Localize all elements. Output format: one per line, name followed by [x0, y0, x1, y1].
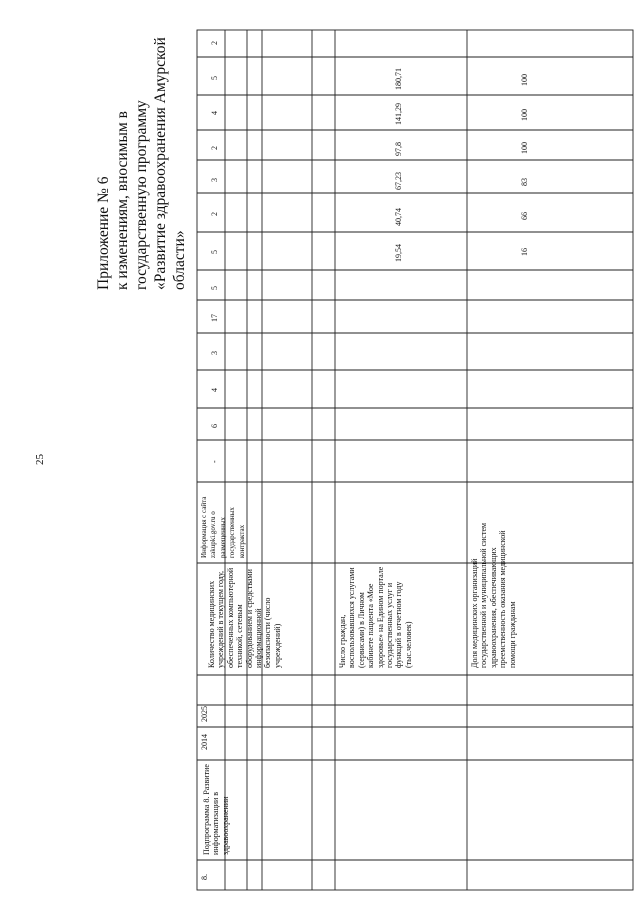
header-number: 2: [210, 146, 219, 150]
appendix-title: Приложение № 6: [95, 176, 112, 290]
appendix-subtitle-line: области»: [171, 230, 188, 290]
indicator-value: 141,29: [394, 103, 403, 125]
indicator-name: Доля медицинских организаций государственной и муниципальной систем здравоохранения, обеспечивающих преемственность оказания медицинской помощи гражданам: [470, 522, 517, 668]
appendix-subtitle-line: государственную программу: [133, 100, 150, 290]
indicator-value: 66: [520, 212, 529, 220]
indicator-value: 100: [520, 74, 529, 86]
subprogram-name: Подпрограмма 8. Развитие информатизации в здравоохранении: [202, 764, 230, 855]
indicator-value: 83: [520, 178, 529, 186]
header-number: 4: [210, 388, 219, 392]
header-number: 5: [210, 76, 219, 80]
header-number: 4: [210, 111, 219, 115]
subprogram-number: 8.: [200, 874, 209, 880]
appendix-subtitle-line: к изменениям, вносимым в: [114, 111, 131, 290]
header-number: -: [210, 460, 219, 463]
subprogram-end-year: 2025: [200, 706, 209, 722]
data-source: Информация с сайта zakupki.gov.ru о размещенных государственных контрактах: [200, 496, 246, 558]
indicator-value: 67,23: [394, 172, 403, 190]
header-number: 2: [210, 41, 219, 45]
indicator-value: 40,74: [394, 208, 403, 226]
indicator-value: 97,8: [394, 142, 403, 156]
header-number: 2: [210, 212, 219, 216]
subprogram-start-year: 2014: [200, 734, 209, 750]
header-number: 3: [210, 178, 219, 182]
page-number: 25: [34, 454, 46, 465]
indicator-value: 180,71: [394, 68, 403, 90]
appendix-subtitle-line: «Развитие здравоохранения Амурской: [152, 37, 169, 290]
indicator-value: 19,54: [394, 244, 403, 262]
header-number: 6: [210, 424, 219, 428]
indicator-value: 16: [520, 248, 529, 256]
header-number: 3: [210, 351, 219, 355]
indicator-name: Количество медицинских учреждений в текущем году, обеспеченных компьютерной техникой, сетевым оборудованием и средствами информационной безопасности (число учреждений): [207, 567, 282, 668]
header-number: 17: [210, 314, 219, 322]
indicator-name: Число граждан, воспользовавшихся услугами (сервисами) в Личном кабинете пациента «Мое здоровье» на Едином портале государственных услуг и функций в отчетном году (тыс.человек): [338, 566, 413, 668]
indicator-value: 100: [520, 142, 529, 154]
header-number: 5: [210, 250, 219, 254]
indicator-value: 100: [520, 109, 529, 121]
header-number: 5: [210, 286, 219, 290]
